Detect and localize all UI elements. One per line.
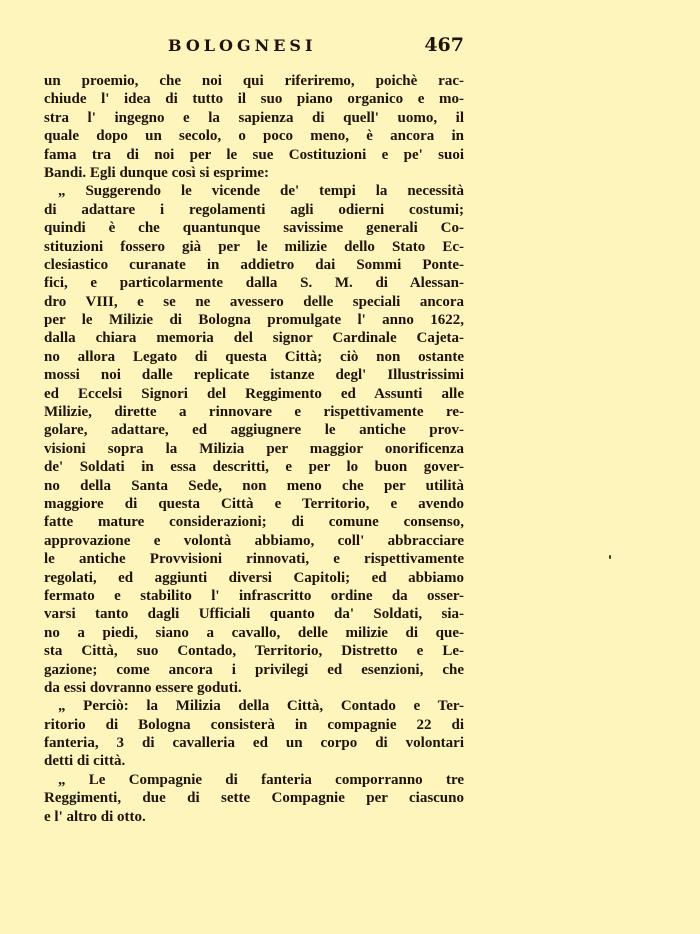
text-line: fici, e particolarmente dalla S. M. di Alessan-	[44, 275, 464, 292]
text-line: di adattare i regolamenti agli odierni costumi;	[44, 201, 464, 218]
text-line: fatte mature considerazioni; di comune consenso,	[44, 514, 464, 531]
text-line: per le Milizie di Bologna promulgate l' anno 1622,	[44, 312, 464, 329]
text-line: Milizie, dirette a rinnovare e rispettivamente re-	[44, 404, 464, 421]
body-text	[44, 72, 464, 826]
text-line: no allora Legato di questa Città; ciò non ostante	[44, 348, 464, 365]
text-line: approvazione e volontà abbiamo, coll' abbracciare	[44, 532, 464, 549]
paragraph	[44, 72, 464, 182]
running-title: BOLOGNESI	[168, 36, 317, 55]
text-line: detti di città.	[44, 753, 126, 770]
text-line: quale dopo un secolo, o poco meno, è ancora in	[44, 128, 464, 145]
text-line: fermato e stabilito l' infrascritto ordine da osser-	[44, 587, 464, 604]
text-line: de' Soldati in essa descritti, e per lo buon gover-	[44, 459, 464, 476]
text-line: „ Le Compagnie di fanteria comporranno tre	[58, 771, 464, 788]
text-line: maggiore di questa Città e Territorio, e avendo	[44, 495, 464, 512]
text-line: ed Eccelsi Signori del Reggimento ed Assunti alle	[44, 385, 464, 402]
paragraph	[44, 182, 464, 697]
paragraph	[44, 697, 464, 771]
text-line: e l' altro di otto.	[44, 808, 146, 825]
text-line: ritorio di Bologna consisterà in compagnie 22 di	[44, 716, 464, 733]
text-line: Reggimenti, due di sette Compagnie per ciascuno	[44, 790, 464, 807]
running-head	[44, 34, 464, 60]
text-line: chiude l' idea di tutto il suo piano organico e mo-	[44, 91, 464, 108]
text-line: varsi tanto dagli Ufficiali quanto da' Soldati, sia-	[44, 606, 464, 623]
paper-speck	[609, 555, 611, 559]
text-line: „ Perciò: la Milizia della Città, Contado e Ter-	[58, 698, 464, 715]
text-line: fanteria, 3 di cavalleria ed un corpo di volontari	[44, 735, 464, 752]
text-line: no a piedi, siano a cavallo, delle milizie di que-	[44, 624, 464, 641]
text-line: stra l' ingegno e la sapienza di quell' uomo, il	[44, 109, 464, 126]
text-line: le antiche Provvisioni rinnovati, e rispettivamente	[44, 551, 464, 568]
text-line: no della Santa Sede, non meno che per utilità	[44, 477, 464, 494]
text-line: un proemio, che noi qui riferiremo, poichè rac-	[44, 73, 464, 89]
text-line: „ Suggerendo le vicende de' tempi la necessità	[58, 183, 464, 200]
text-line: golare, adattare, ed aggiugnere le antiche prov-	[44, 422, 464, 439]
text-line: da essi dovranno essere goduti.	[44, 679, 242, 696]
text-line: regolati, ed aggiunti diversi Capitoli; ed abbiamo	[44, 569, 464, 586]
text-line: gazione; come ancora i privilegi ed esenzioni, che	[44, 661, 464, 678]
text-line: clesiastico curanate in addietro dai Sommi Ponte-	[44, 256, 464, 273]
text-line: visioni sopra la Milizia per maggior onorificenza	[44, 440, 464, 457]
text-line: dalla chiara memoria del signor Cardinale Cajeta-	[44, 330, 464, 347]
paragraph	[44, 771, 464, 826]
text-line: fama tra di noi per le sue Costituzioni e pe' suoi	[44, 146, 464, 163]
text-line: sta Città, suo Contado, Territorio, Distretto e Le-	[44, 643, 464, 660]
text-line: mossi noi dalle replicate istanze degl' Illustrissimi	[44, 367, 464, 384]
text-line: quindi è che quantunque savissime generali Co-	[44, 220, 464, 237]
page-number: 467	[424, 34, 464, 56]
text-line: Bandi. Egli dunque così si esprime:	[44, 164, 270, 181]
text-line: dro VIII, e se ne avessero delle speciali ancora	[44, 293, 464, 310]
text-line: stituzioni fossero già per le milizie dello Stato Ec-	[44, 238, 464, 255]
